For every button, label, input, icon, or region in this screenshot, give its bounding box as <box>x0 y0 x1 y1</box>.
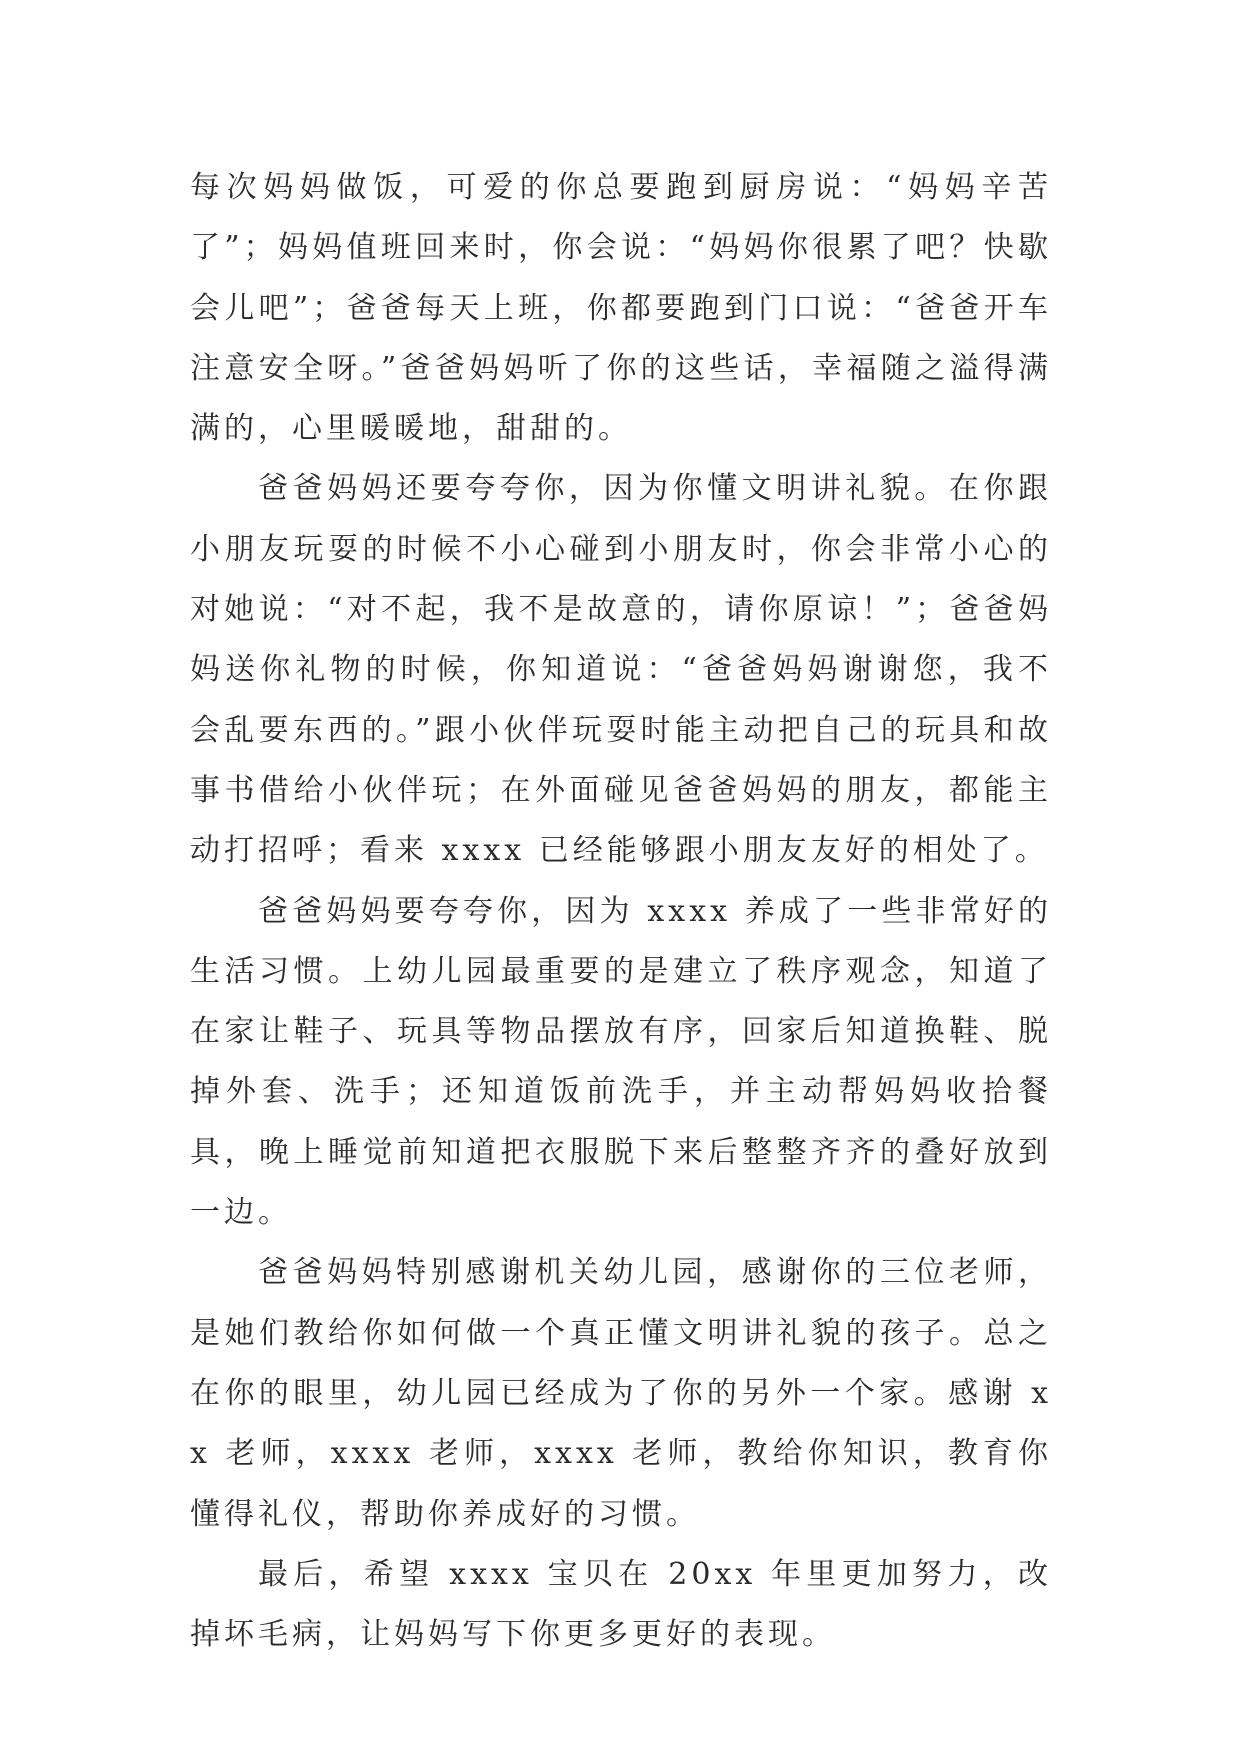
paragraph-3: 爸爸妈妈要夸夸你，因为 xxxx 养成了一些非常好的生活习惯。上幼儿园最重要的是建立了秩序观念，知道了在家让鞋子、玩具等物品摆放有序，回家后知道换鞋、脱掉外套、洗手；还知道饭前洗手，并主动帮妈妈收拾餐具，晚上睡觉前知道把衣服脱下来后整整齐齐的叠好放到一边。 <box>190 893 1052 1231</box>
document-body <box>190 158 1052 1665</box>
paragraph-1: 每次妈妈做饭，可爱的你总要跑到厨房说：“妈妈辛苦了”；妈妈值班回来时，你会说：“妈妈你很累了吧？快歇会儿吧”；爸爸每天上班，你都要跑到门口说：“爸爸开车注意安全呀。”爸爸妈妈听了你的这些话，幸福随之溢得满满的，心里暖暖地，甜甜的。 <box>190 170 1052 447</box>
paragraph-2: 爸爸妈妈还要夸夸你，因为你懂文明讲礼貌。在你跟小朋友玩耍的时候不小心碰到小朋友时，你会非常小心的对她说：“对不起，我不是故意的，请你原谅！”；爸爸妈妈送你礼物的时候，你知道说：“爸爸妈妈谢谢您，我不会乱要东西的。”跟小伙伴玩耍时能主动把自己的玩具和故事书借给小伙伴玩；在外面碰见爸爸妈妈的朋友，都能主动打招呼；看来 xxxx 已经能够跟小朋友友好的相处了。 <box>190 471 1052 869</box>
paragraph-5: 最后，希望 xxxx 宝贝在 20xx 年里更加努力，改掉坏毛病，让妈妈写下你更多更好的表现。 <box>190 1556 1052 1653</box>
paragraph-4: 爸爸妈妈特别感谢机关幼儿园，感谢你的三位老师，是她们教给你如何做一个真正懂文明讲礼貌的孩子。总之在你的眼里，幼儿园已经成为了你的另外一个家。感谢 xx 老师，xxxx 老师，xxxx 老师，教给你知识，教育你懂得礼仪，帮助你养成好的习惯。 <box>190 1255 1052 1532</box>
